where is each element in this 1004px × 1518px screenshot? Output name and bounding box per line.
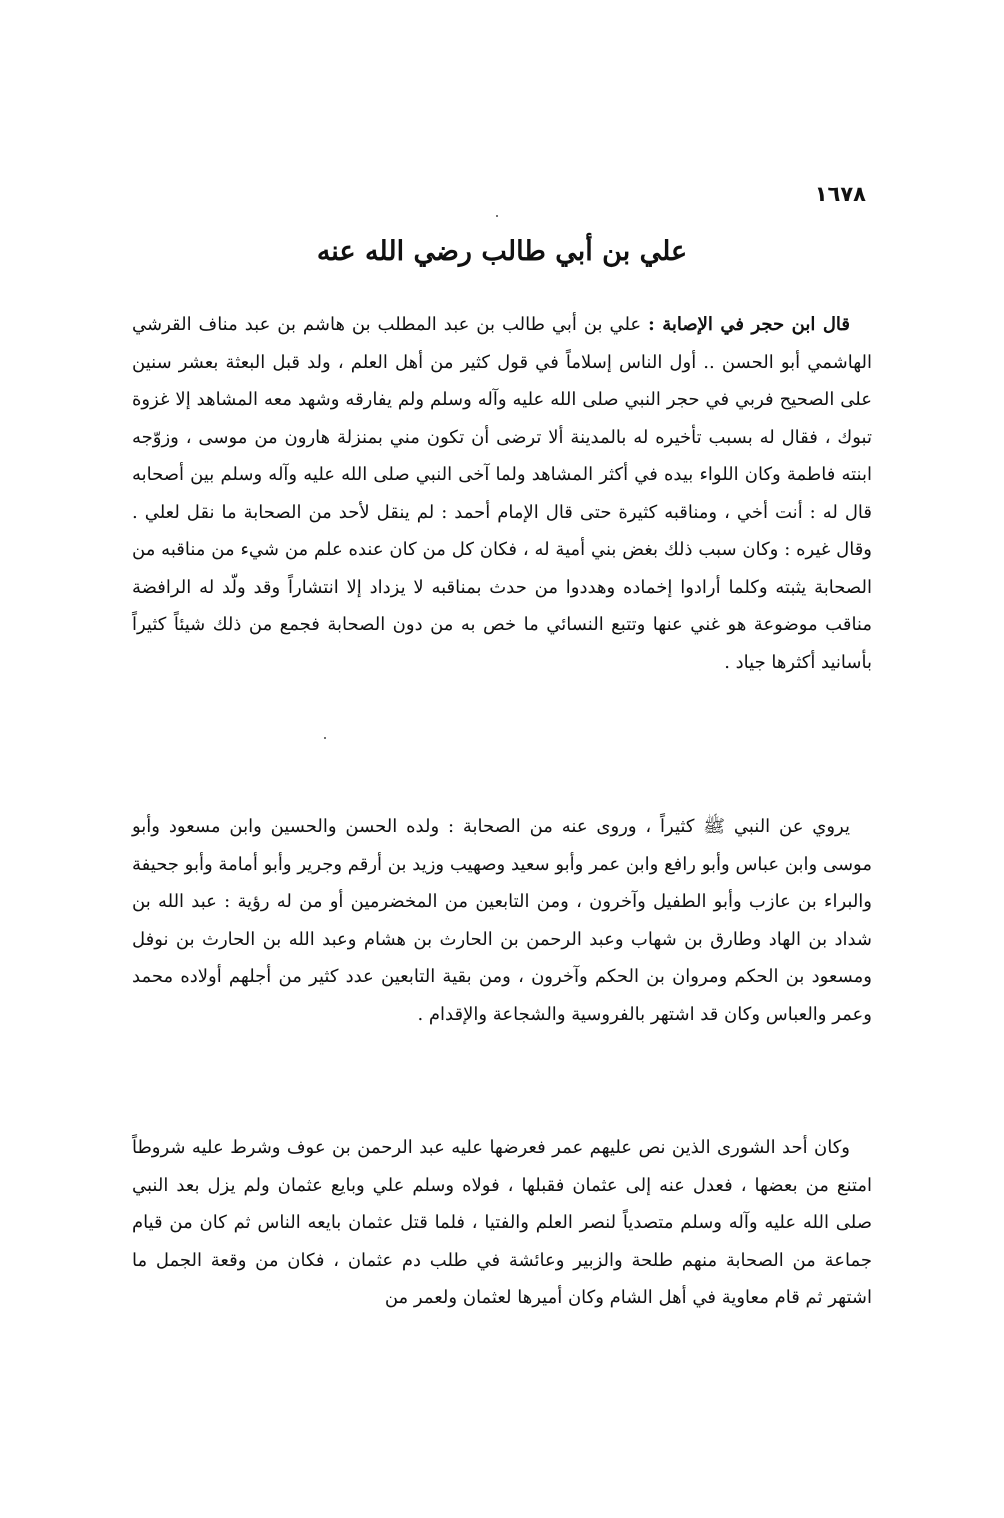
page-title: علي بن أبي طالب رضي الله عنه	[316, 236, 688, 267]
paragraph-3	[132, 1129, 872, 1317]
paragraph-3-text	[132, 1129, 872, 1317]
page-number: ١٦٧٨	[814, 182, 866, 206]
paragraph-2	[132, 808, 872, 1033]
paragraph-1	[132, 306, 872, 681]
paragraph-1-body: علي بن أبي طالب بن عبد المطلب بن هاشم بن عبد مناف القرشي الهاشمي أبو الحسن .. أول الناس إسلاماً في قول كثير من أهل العلم ، ولد قبل البعثة بعشر سنين على الصحيح فربي في حجر النبي صلى الله عليه وآله وسلم ولم يفارقه وشهد معه المشاهد إلا غزوة تبوك ، فقال له بسبب تأخيره له بالمدينة ألا ترضى أن تكون مني بمنزلة هارون من موسى ، وزوّجه ابنته فاطمة وكان اللواء بيده في أكثر المشاهد ولما آخى النبي صلى الله عليه وآله وسلم بين أصحابه قال له : أنت أخي ، ومناقبه كثيرة حتى قال الإمام أحمد : لم ينقل لأحد من الصحابة ما نقل لعلي . وقال غيره : وكان سبب ذلك بغض بني أمية له ، فكان كل من كان عنده علم من شيء من مناقبه من الصحابة يثبته وكلما أرادوا إخماده وهددوا من حدث بمناقبه لا يزداد إلا انتشاراً وقد ولّد له الرافضة مناقب موضوعة هو غني عنها وتتبع النسائي ما خص به من دون الصحابة فجمع من ذلك شيئاً كثيراً بأسانيد أكثرها جياد .	[132, 314, 872, 673]
paragraph-2-body: يروي عن النبي ﷺ كثيراً ، وروى عنه من الصحابة : ولده الحسن والحسين وابن مسعود وأبو موسى وابن عباس وأبو رافع وابن عمر وأبو سعيد وصهيب وزيد بن أرقم وجرير وأبو أمامة وأبو جحيفة والبراء بن عازب وأبو الطفيل وآخرون ، ومن التابعين من المخضرمين أو من له رؤية : عبد الله بن شداد بن الهاد وطارق بن شهاب وعبد الرحمن بن الحارث بن هشام وعبد الله بن الحارث بن نوفل ومسعود بن الحكم ومروان بن الحكم وآخرون ، ومن بقية التابعين عدد كثير من أجلهم أولاده محمد وعمر والعباس وكان قد اشتهر بالفروسية والشجاعة والإقدام .	[132, 816, 872, 1025]
paragraph-1-lead: قال ابن حجر في الإصابة :	[648, 314, 850, 335]
scan-speck	[496, 215, 498, 217]
paragraph-1-text	[132, 306, 872, 681]
scan-speck	[324, 737, 326, 739]
paragraph-2-text	[132, 808, 872, 1033]
paragraph-3-body: وكان أحد الشورى الذين نص عليهم عمر فعرضها عليه عبد الرحمن بن عوف وشرط عليه شروطاً امتنع من بعضها ، فعدل عنه إلى عثمان فقبلها ، فولاه وسلم علي وبايع عثمان ولم يزل بعد النبي صلى الله عليه وآله وسلم متصدياً لنصر العلم والفتيا ، فلما قتل عثمان بايعه الناس ثم كان من قيام جماعة من الصحابة منهم طلحة والزبير وعائشة في طلب دم عثمان ، فكان من وقعة الجمل ما اشتهر ثم قام معاوية في أهل الشام وكان أميرها لعثمان ولعمر من	[132, 1137, 872, 1308]
